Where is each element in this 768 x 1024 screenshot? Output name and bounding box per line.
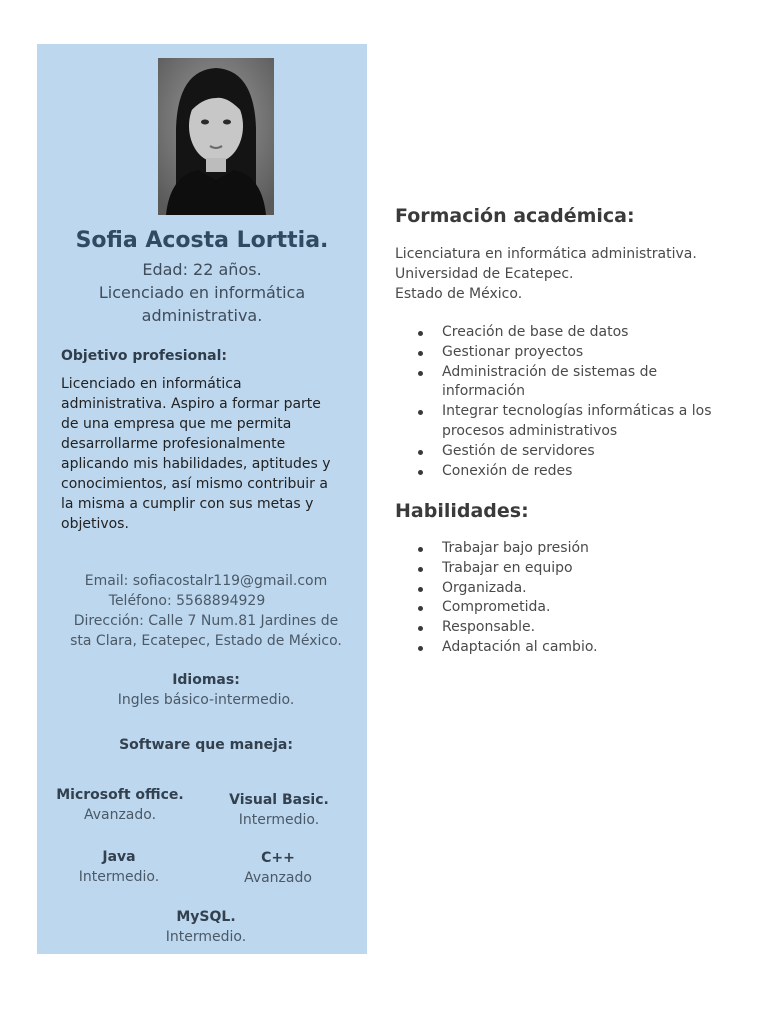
objective-text: Licenciado en informática administrativa. Aspiro a formar parte de una empresa que me permita desarrollarme profesionalmente aplicando mis habilidades, aptitudes y conocimientos, así mismo contribuir a la misma a cumplir con sus metas y objetivos. <box>61 376 331 532</box>
contact-address-line1: Dirección: Calle 7 Num.81 Jardines de <box>73 613 339 629</box>
list-item: Comprometida. <box>395 598 715 618</box>
software-name: MySQL. <box>176 909 236 925</box>
languages-heading: Idiomas: <box>172 672 240 688</box>
list-item: Conexión de redes <box>395 462 715 482</box>
education-details <box>395 244 735 304</box>
software-name: C++ <box>261 850 295 866</box>
contact-phone: Teléfono: 5568894929 <box>108 593 266 609</box>
education-heading: Formación académica: <box>395 205 635 227</box>
software-heading: Software que maneja: <box>119 737 293 753</box>
software-item <box>39 847 199 887</box>
list-item: Gestión de servidores <box>395 442 715 462</box>
contact-email: Email: sofiacostalr119@gmail.com <box>84 573 328 589</box>
profile-title-line2: administrativa. <box>141 306 263 325</box>
list-item: Responsable. <box>395 618 715 638</box>
profile-age: Edad: 22 años. <box>142 260 262 279</box>
list-item: Adaptación al cambio. <box>395 638 715 658</box>
software-name: Java <box>102 849 136 865</box>
software-item <box>126 907 286 947</box>
list-item: Administración de sistemas de información <box>395 363 715 403</box>
software-item <box>40 785 200 825</box>
education-university: Universidad de Ecatepec. <box>395 266 574 282</box>
skills-list <box>395 539 715 658</box>
software-level: Avanzado. <box>83 807 157 823</box>
list-item: Trabajar bajo presión <box>395 539 715 559</box>
software-level: Intermedio. <box>238 812 320 828</box>
software-item <box>198 848 358 888</box>
list-item: Organizada. <box>395 579 715 599</box>
languages-value: Ingles básico-intermedio. <box>117 692 295 708</box>
software-name: Microsoft office. <box>56 787 184 803</box>
software-item <box>199 790 359 830</box>
software-level: Avanzado <box>244 870 312 886</box>
software-level: Intermedio. <box>165 929 247 945</box>
profile-photo <box>158 58 274 215</box>
objective-heading: Objetivo profesional: <box>61 348 228 364</box>
education-location: Estado de México. <box>395 286 523 302</box>
list-item: Gestionar proyectos <box>395 343 715 363</box>
list-item: Creación de base de datos <box>395 323 715 343</box>
profile-title-line1: Licenciado en informática <box>98 283 306 302</box>
software-level: Intermedio. <box>78 869 160 885</box>
skills-heading: Habilidades: <box>395 500 529 522</box>
software-name: Visual Basic. <box>229 792 329 808</box>
education-degree: Licenciatura en informática administrativa. <box>395 246 697 262</box>
list-item: Integrar tecnologías informáticas a los procesos administrativos <box>395 402 715 442</box>
education-list <box>395 323 715 481</box>
list-item: Trabajar en equipo <box>395 559 715 579</box>
profile-name: Sofia Acosta Lorttia. <box>75 228 329 253</box>
contact-address-line2: sta Clara, Ecatepec, Estado de México. <box>70 633 342 649</box>
